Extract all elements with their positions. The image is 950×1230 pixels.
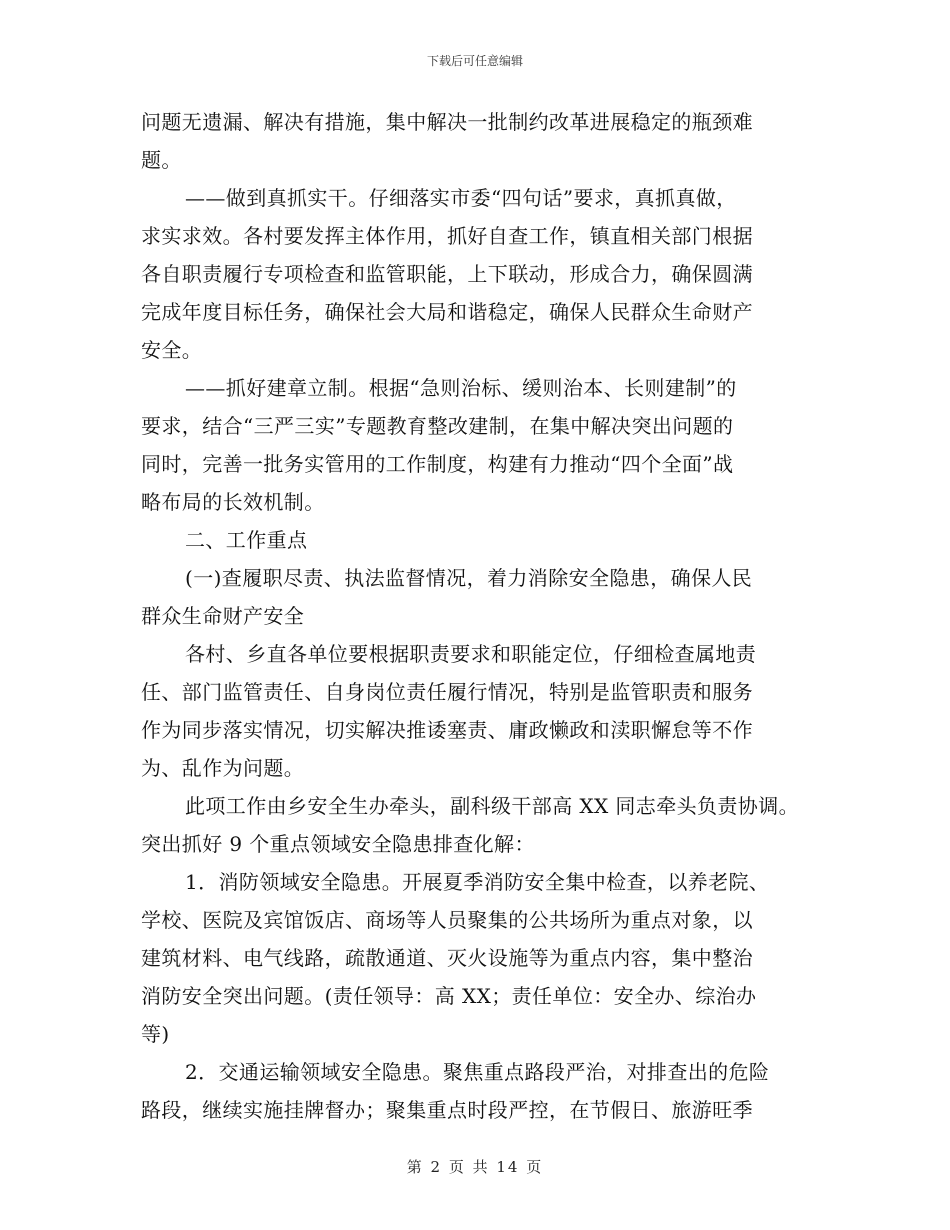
text-line: 安全。	[141, 338, 203, 362]
page-number-footer: 第 2 页 共 14 页	[406, 1158, 544, 1176]
text-line: 同时，完善一批务实管用的工作制度，构建有力推动“四个全面”战	[141, 452, 734, 476]
text-line: 各自职责履行专项检查和监管职能，上下联动，形成合力，确保圆满	[141, 262, 753, 286]
text-line: ——做到真抓实干。仔细落实市委“四句话”要求，真抓真做，	[185, 186, 737, 210]
document-body	[141, 103, 831, 1129]
text-line: 建筑材料、电气线路，疏散通道、灭火设施等为重点内容，集中整治	[141, 946, 753, 970]
text-line: 略布局的长效机制。	[141, 490, 325, 514]
text-line: 二、工作重点	[185, 528, 308, 552]
text-line: 消防安全突出问题。(责任领导：高 XX；责任单位：安全办、综治办	[141, 984, 757, 1008]
text-line: 群众生命财产安全	[141, 604, 305, 628]
text-line: 为、乱作为问题。	[141, 756, 305, 780]
text-line: 2．交通运输领域安全隐患。聚焦重点路段严治，对排查出的危险	[185, 1060, 770, 1084]
text-line: 等)	[141, 1022, 170, 1046]
text-line: 此项工作由乡安全生办牵头，副科级干部高 XX 同志牵头负责协调。	[185, 794, 799, 818]
text-line: 要求，结合“三严三实”专题教育整改建制，在集中解决突出问题的	[141, 414, 734, 438]
text-line: 突出抓好 9 个重点领域安全隐患排查化解：	[141, 832, 535, 856]
page-header-note: 下载后可任意编辑	[426, 54, 523, 68]
text-line: (一)查履职尽责、执法监督情况，着力消除安全隐患，确保人民	[185, 566, 753, 590]
text-line: 问题无遗漏、解决有措施，集中解决一批制约改革进展稳定的瓶颈难	[141, 110, 753, 134]
text-line: 各村、乡直各单位要根据职责要求和职能定位，仔细检查属地责	[185, 642, 757, 666]
text-line: 路段，继续实施挂牌督办；聚集重点时段严控，在节假日、旅游旺季	[141, 1098, 753, 1122]
text-line: 题。	[141, 148, 182, 172]
text-line: ——抓好建章立制。根据“急则治标、缓则治本、长则建制”的	[185, 376, 737, 400]
text-line: 1．消防领域安全隐患。开展夏季消防安全集中检查，以养老院、	[185, 870, 770, 894]
text-line: 作为同步落实情况，切实解决推诿塞责、庸政懒政和渎职懈怠等不作	[141, 718, 753, 742]
text-line: 任、部门监管责任、自身岗位责任履行情况，特别是监管职责和服务	[141, 680, 753, 704]
text-line: 学校、医院及宾馆饭店、商场等人员聚集的公共场所为重点对象，以	[141, 908, 753, 932]
text-line: 求实求效。各村要发挥主体作用，抓好自查工作，镇直相关部门根据	[141, 224, 753, 248]
text-line: 完成年度目标任务，确保社会大局和谐稳定，确保人民群众生命财产	[141, 300, 753, 324]
